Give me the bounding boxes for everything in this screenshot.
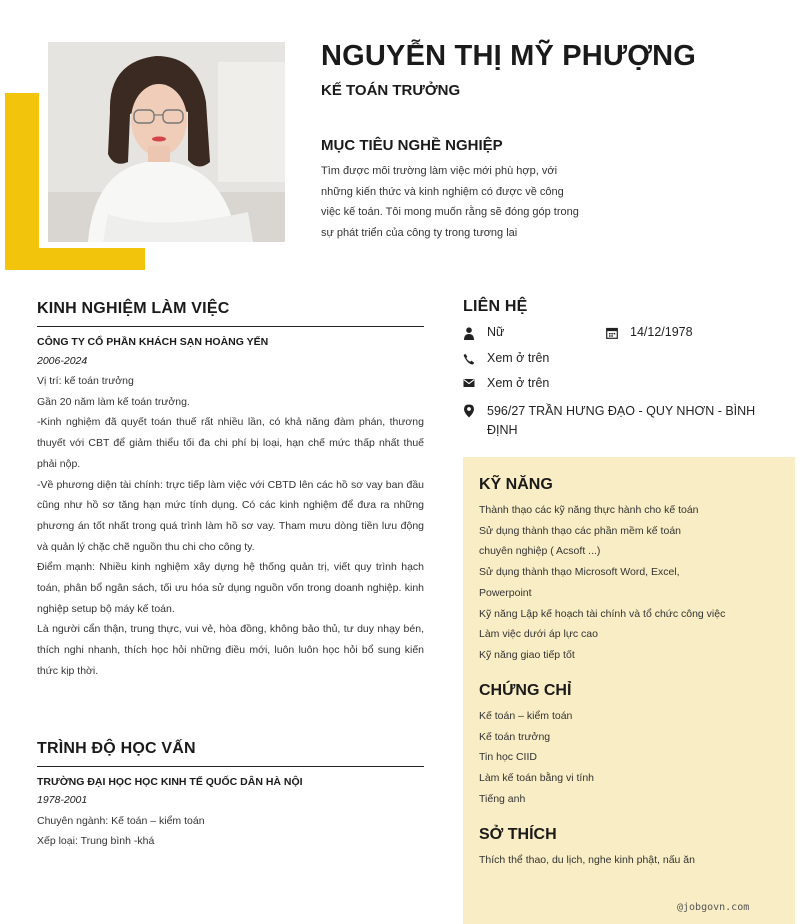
mail-icon — [463, 378, 475, 390]
gender-value: Nữ — [487, 325, 505, 339]
education-divider — [37, 766, 424, 767]
calendar-icon — [606, 327, 618, 339]
education-heading: TRÌNH ĐỘ HỌC VẤN — [37, 740, 196, 757]
phone-icon — [463, 353, 475, 365]
contact-heading: LIÊN HỆ — [463, 298, 528, 315]
experience-paragraph: -Kinh nghiệm đã quyết toán thuế rất nhiều lần, có khả năng đàm phán, thương thuyết với CBT để giảm thiểu tối đa chi phí bị loại, hạn chế mức thấp nhất thuế phải nộp. — [37, 416, 424, 470]
certificate-item: Kế toán trưởng — [479, 730, 551, 743]
hobbies-text: Thích thể thao, du lịch, nghe kinh phật, nấu ăn — [479, 854, 695, 866]
education-details — [37, 811, 205, 851]
skill-item: Kỹ năng Lập kế hoạch tài chính và tổ chức công việc — [479, 607, 726, 620]
certificates-list — [479, 706, 739, 810]
experience-paragraph: Là người cẩn thận, trung thực, vui vẻ, hòa đồng, không bảo thủ, tư duy nhạy bén, thích nghi nhanh, thích học hỏi những điều mới, luôn luôn học hỏi bổ sung kiến thức kịp thời. — [37, 623, 424, 677]
certificate-item: Làm kế toán bằng vi tính — [479, 772, 594, 785]
education-period: 1978-2001 — [37, 794, 88, 806]
certificate-item: Kế toán – kiểm toán — [479, 710, 573, 722]
skill-item: Làm việc dưới áp lực cao — [479, 628, 598, 641]
skill-item: Sử dụng thành thạo các phần mềm kế toán chuyên nghiệp ( Acsoft ...) — [479, 524, 681, 558]
person-icon — [463, 327, 475, 339]
watermark: @jobgovn.com — [677, 902, 750, 913]
school-name: TRƯỜNG ĐẠI HỌC HỌC KINH TẾ QUỐC DÂN HÀ NỘI — [37, 776, 303, 788]
company-name: CÔNG TY CỔ PHẦN KHÁCH SẠN HOÀNG YẾN — [37, 336, 269, 348]
certificate-item: Tiếng anh — [479, 792, 526, 805]
skill-item: Sử dụng thành thạo Microsoft Word, Excel, Powerpoint — [479, 566, 680, 599]
candidate-name: NGUYỄN THỊ MỸ PHƯỢNG — [321, 40, 697, 72]
experience-paragraph: -Về phương diện tài chính: trực tiếp làm việc với CBTD lên các hồ sơ vay ban đầu cũng như hồ sơ tăng hạn mức tính dụng. Có các kinh nghiệm để đưa ra những phương án tốt nhất trong quá trình làm hồ sơ vay. Tham mưu dòng tiền lưu động và quản lý chặc chẽ nguồn thu chi cho công ty. — [37, 478, 424, 553]
certificates-heading: CHỨNG CHỈ — [479, 682, 572, 699]
experience-heading: KINH NGHIỆM LÀM VIỆC — [37, 300, 230, 317]
email-value: Xem ở trên — [487, 376, 550, 390]
location-icon — [463, 404, 475, 416]
education-major: Chuyên ngành: Kế toán – kiểm toán — [37, 815, 205, 827]
hobbies-heading: SỞ THÍCH — [479, 826, 557, 843]
skills-heading: KỸ NĂNG — [479, 476, 553, 493]
experience-paragraph: Điểm mạnh: Nhiều kinh nghiệm xây dựng hệ thống quản trị, viết quy trình hạch toán, phân bổ ngân sách, tối ưu hóa sử dụng nguồn vốn trong doanh nghiệp. kinh nghiệp setup bộ máy kế toán. — [37, 561, 424, 615]
skills-list — [479, 500, 739, 666]
phone-value: Xem ở trên — [487, 351, 550, 365]
certificate-item: Tin học CIID — [479, 751, 537, 764]
address-value: 596/27 TRẦN HƯNG ĐẠO - QUY NHƠN - BÌNH ĐỊNH — [487, 404, 756, 437]
experience-divider — [37, 326, 424, 327]
experience-period: 2006-2024 — [37, 355, 88, 367]
experience-paragraph: Vị trí: kế toán trưởng — [37, 375, 134, 387]
experience-description — [37, 371, 424, 682]
experience-paragraph: Gần 20 năm làm kế toán trưởng. — [37, 395, 190, 408]
birthday-value: 14/12/1978 — [630, 325, 693, 339]
profile-photo — [48, 42, 285, 242]
skill-item: Kỹ năng giao tiếp tốt — [479, 648, 575, 661]
skill-item: Thành thạo các kỹ năng thực hành cho kế toán — [479, 504, 699, 516]
objective-heading: MỤC TIÊU NGHỀ NGHIỆP — [321, 137, 503, 154]
job-title: KẾ TOÁN TRƯỞNG — [321, 82, 461, 99]
education-grade: Xếp loại: Trung bình -khá — [37, 835, 155, 847]
objective-text: Tìm được môi trường làm việc mới phù hợp, với những kiến thức và kinh nghiệm có được về công việc kế toán. Tôi mong muốn rằng sẽ đóng góp trong sự phát triển của công ty trong tương lai — [321, 165, 579, 240]
